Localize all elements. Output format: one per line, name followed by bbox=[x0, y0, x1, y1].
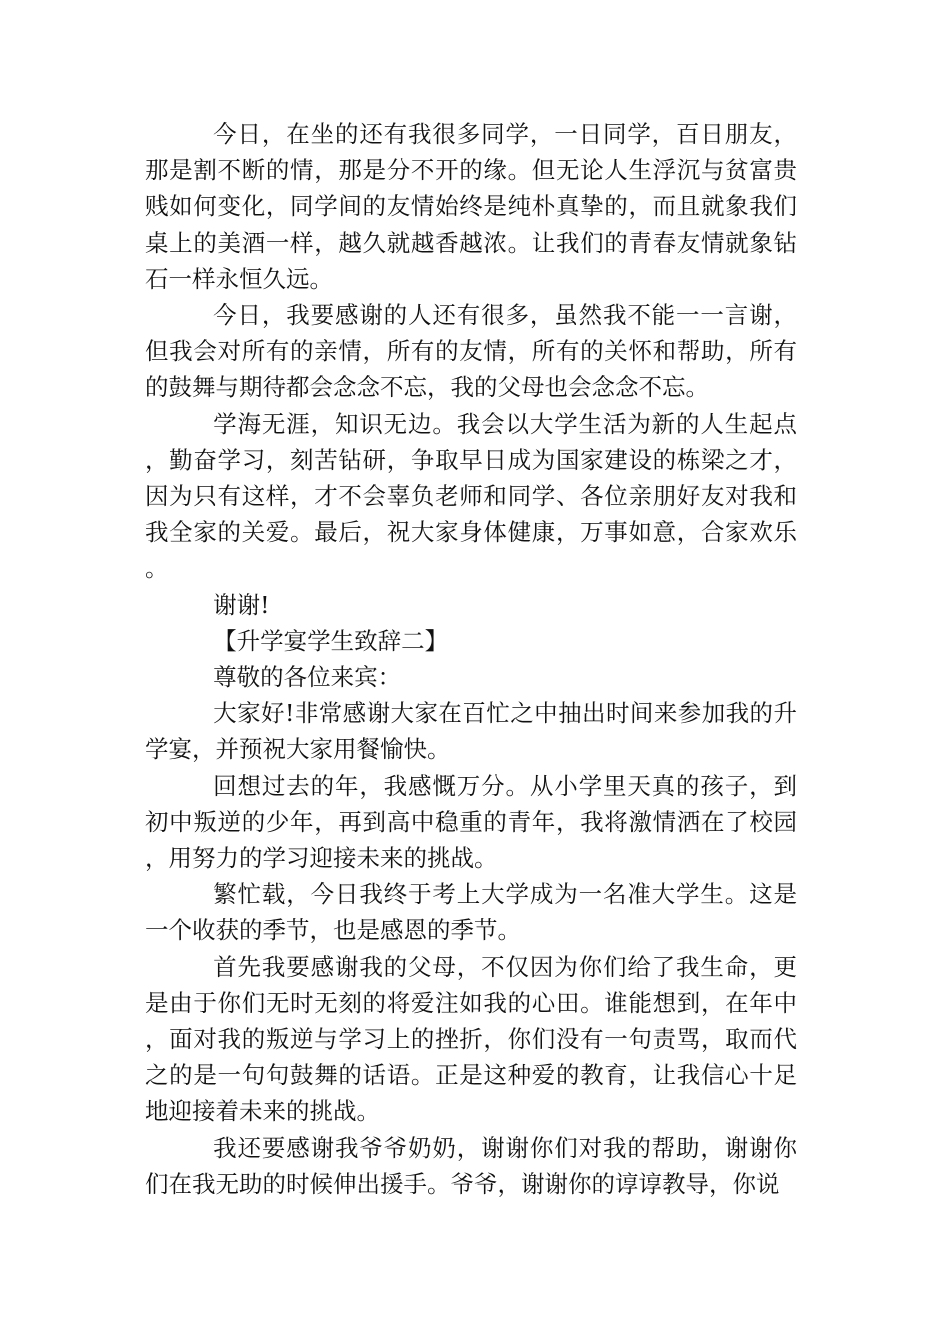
paragraph-recall: 回想过去的年，我感慨万分。从小学里天真的孩子，到初中叛逆的少年，再到高中稳重的青年，我将激情洒在了校园，用努力的学习迎接未来的挑战。 bbox=[145, 771, 797, 873]
paragraph-thank-you: 谢谢! bbox=[213, 590, 270, 619]
salutation: 尊敬的各位来宾： bbox=[213, 663, 402, 692]
paragraph-admission: 繁忙载，今日我终于考上大学成为一名准大学生。这是一个收获的季节，也是感恩的季节。 bbox=[145, 880, 797, 945]
paragraph-parents: 首先我要感谢我的父母，不仅因为你们给了我生命，更是由于你们无时无刻的将爱注如我的心田。谁能想到，在年中，面对我的叛逆与学习上的挫折，你们没有一句责骂，取而代之的是一句句鼓舞的话语。正是这种爱的教育，让我信心十足地迎接着未来的挑战。 bbox=[145, 952, 797, 1126]
section-heading: 【升学宴学生致辞二】 bbox=[213, 626, 449, 655]
paragraph-grandparents: 我还要感谢我爷爷奶奶，谢谢你们对我的帮助，谢谢你们在我无助的时候伸出援手。爷爷，谢谢你的谆谆教导，你说 bbox=[145, 1133, 797, 1198]
paragraph-thanks-many: 今日，我要感谢的人还有很多，虽然我不能一一言谢，但我会对所有的亲情，所有的友情，所有的关怀和帮助，所有的鼓舞与期待都会念念不忘，我的父母也会念念不忘。 bbox=[145, 301, 797, 402]
paragraph-greeting: 大家好!非常感谢大家在百忙之中抽出时间来参加我的升学宴，并预祝大家用餐愉快。 bbox=[145, 699, 797, 764]
paragraph-classmates: 今日，在坐的还有我很多同学，一日同学，百日朋友，那是割不断的情，那是分不开的缘。但无论人生浮沉与贫富贵贱如何变化，同学间的友情始终是纯朴真挚的，而且就象我们桌上的美酒一样，越久就越香越浓。让我们的青春友情就象钻石一样永恒久远。 bbox=[145, 120, 797, 293]
document-body bbox=[145, 116, 797, 1202]
paragraph-learning: 学海无涯，知识无边。我会以大学生活为新的人生起点，勤奋学习，刻苦钻研，争取早日成为国家建设的栋梁之才，因为只有这样，才不会辜负老师和同学、各位亲朋好友对我和我全家的关爱。最后，祝大家身体健康，万事如意，合家欢乐。 bbox=[145, 409, 797, 583]
